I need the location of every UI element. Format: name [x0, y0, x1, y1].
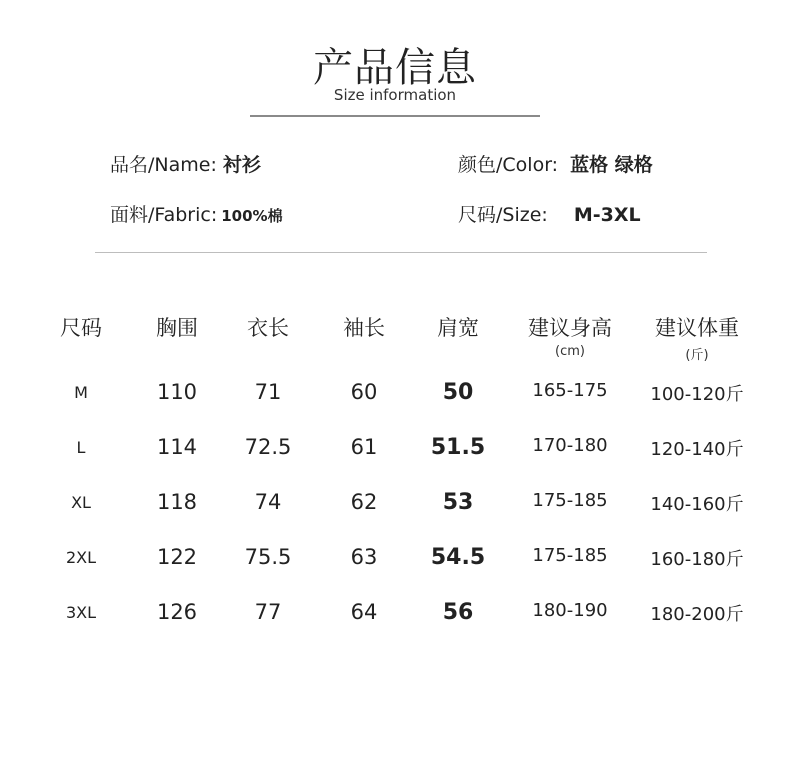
cell-size: XL — [71, 493, 91, 512]
cell-weight: 100-120斤 — [650, 384, 744, 405]
cell-shoulder: 50 — [442, 380, 474, 405]
header-weight: 建议体重 — [655, 316, 739, 340]
cell-size: L — [76, 438, 86, 457]
title-divider — [250, 115, 540, 117]
cell-height: 180-190 — [532, 600, 608, 621]
info-fabric — [110, 200, 283, 227]
cell-length: 75.5 — [244, 545, 292, 569]
cell-height: 165-175 — [532, 380, 608, 401]
cell-length: 74 — [254, 490, 282, 514]
cell-chest: 118 — [156, 490, 198, 514]
cell-sleeve: 62 — [350, 490, 378, 514]
cell-weight: 120-140斤 — [650, 439, 744, 460]
info-color — [458, 150, 653, 177]
section-divider — [95, 252, 707, 253]
info-fabric-label: 面料/Fabric: — [110, 204, 218, 226]
info-color-value: 蓝格 绿格 — [570, 154, 653, 176]
cell-shoulder: 56 — [442, 600, 474, 625]
page-title: 产品信息 — [313, 45, 477, 91]
info-size-label: 尺码/Size: — [458, 204, 548, 226]
cell-chest: 126 — [156, 600, 198, 624]
cell-length: 77 — [254, 600, 282, 624]
header-sleeve: 袖长 — [343, 316, 385, 340]
info-size-value: M-3XL — [573, 204, 641, 226]
header-length: 衣长 — [247, 316, 289, 340]
cell-size: 2XL — [65, 548, 97, 567]
cell-length: 71 — [254, 380, 282, 404]
cell-size: 3XL — [65, 603, 97, 622]
cell-chest: 122 — [156, 545, 198, 569]
header-height: 建议身高 — [528, 316, 612, 340]
info-size — [458, 200, 641, 227]
cell-height: 175-185 — [532, 545, 608, 566]
page-subtitle: Size information — [333, 86, 457, 104]
cell-shoulder: 51.5 — [430, 435, 486, 460]
cell-shoulder: 54.5 — [430, 545, 486, 570]
cell-weight: 180-200斤 — [650, 604, 744, 625]
cell-weight: 140-160斤 — [650, 494, 744, 515]
header-chest: 胸围 — [156, 316, 198, 340]
cell-sleeve: 63 — [350, 545, 378, 569]
info-name-value: 衬衫 — [222, 154, 261, 176]
cell-height: 170-180 — [532, 435, 608, 456]
info-fabric-value: 100%棉 — [221, 207, 283, 225]
header-shoulder: 肩宽 — [437, 316, 479, 340]
info-name — [110, 150, 261, 177]
cell-sleeve: 60 — [350, 380, 378, 404]
cell-size: M — [74, 383, 88, 402]
cell-shoulder: 53 — [442, 490, 474, 515]
unit-height: (cm) — [555, 344, 585, 359]
cell-height: 175-185 — [532, 490, 608, 511]
cell-sleeve: 64 — [350, 600, 378, 624]
cell-length: 72.5 — [244, 435, 292, 459]
unit-weight: (斤) — [685, 348, 709, 363]
cell-chest: 114 — [156, 435, 198, 459]
cell-weight: 160-180斤 — [650, 549, 744, 570]
cell-sleeve: 61 — [350, 435, 378, 459]
info-color-label: 颜色/Color: — [458, 154, 559, 176]
cell-chest: 110 — [156, 380, 198, 404]
header-size: 尺码 — [60, 316, 102, 340]
info-name-label: 品名/Name: — [110, 154, 217, 176]
